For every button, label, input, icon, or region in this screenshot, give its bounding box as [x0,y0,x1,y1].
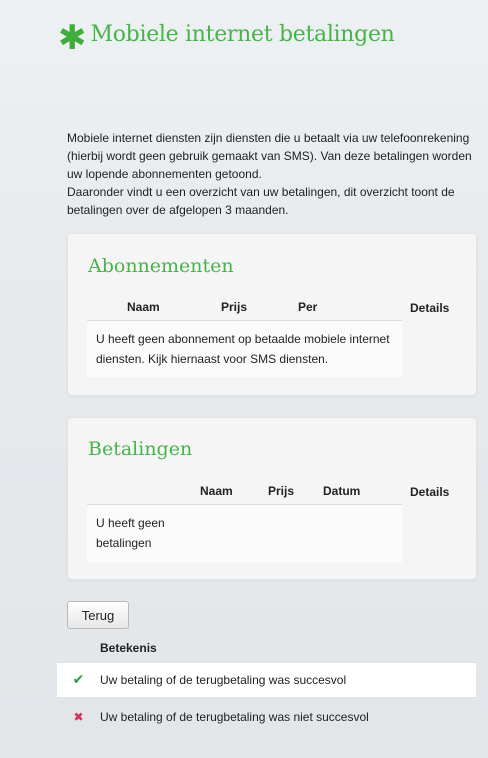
page-title: Mobiele internet betalingen [90,22,395,47]
payments-title: Betalingen [88,438,193,460]
column-header-date: Datum [323,484,361,498]
check-icon: ✔ [72,672,85,688]
legend-heading: Betekenis [100,641,157,655]
column-header-per: Per [298,300,318,314]
payments-panel [67,417,477,580]
intro-text [67,129,479,219]
payments-empty-message: U heeft geen betalingen [87,505,177,563]
legend-row-success [57,662,476,698]
legend-failure-text: Uw betaling of de terugbetaling was niet succesvol [100,710,369,724]
column-header-details: Details [410,485,450,499]
back-button[interactable]: Terug [67,601,129,629]
legend-success-text: Uw betaling of de terugbetaling was succesvol [100,673,347,687]
subscriptions-panel [67,233,477,396]
subscriptions-empty-message: U heeft geen abonnement op betaalde mobiele internet diensten. Kijk hiernaast voor SMS diensten. [87,321,402,377]
column-header-name: Naam [127,300,160,314]
column-header-name: Naam [200,484,233,498]
column-header-details: Details [410,301,450,315]
page-header [58,18,395,58]
cross-icon: ✖ [73,710,84,724]
asterisk-icon: ✱ [58,18,87,58]
intro-paragraph-1: Mobiele internet diensten zijn diensten die u betaalt via uw telefoonrekening (hierbij wordt geen gebruik gemaakt van SMS). Van deze betalingen worden uw lopende abonnementen getoond. [67,131,472,181]
intro-paragraph-2: Daaronder vindt u een overzicht van uw betalingen, dit overzicht toont de betalingen over de afgelopen 3 maanden. [67,185,455,217]
payments-empty-cell [177,505,402,563]
subscriptions-title: Abonnementen [88,255,234,277]
column-header-price: Prijs [268,484,295,498]
column-header-price: Prijs [221,300,248,314]
legend-row-failure [57,699,476,735]
